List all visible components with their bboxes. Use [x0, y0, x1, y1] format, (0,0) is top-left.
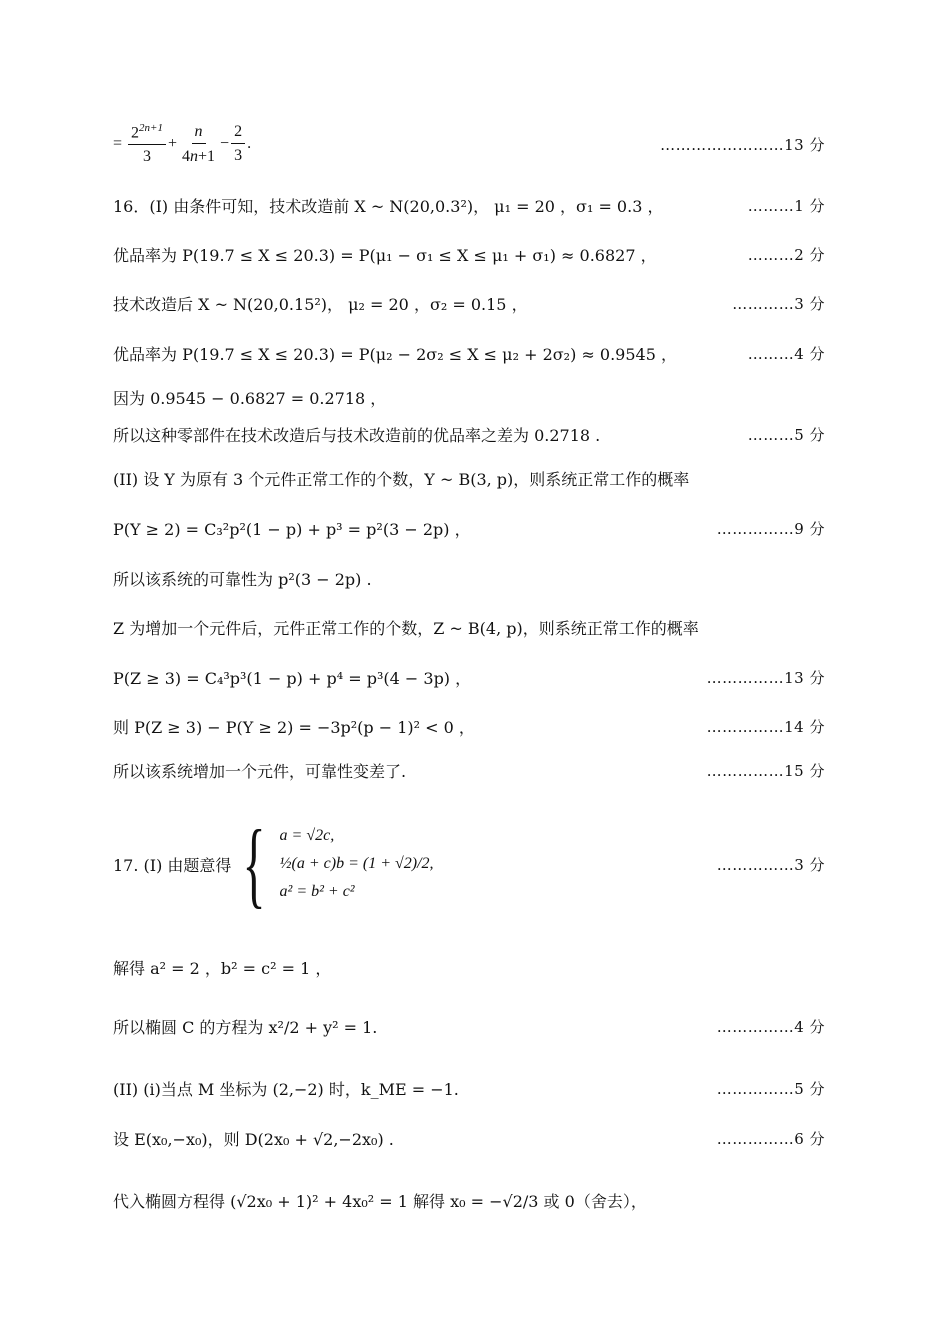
text-line-2: 优品率为 P(19.7 ≤ X ≤ 20.3) = P(μ₁ − σ₁ ≤ X ≤ μ₁ + σ₁) ≈ 0.6827 ， [113, 245, 657, 265]
score-line-1: ………1 分 [747, 196, 825, 215]
score-line-2: ………2 分 [747, 245, 825, 264]
score-line-12: ……………14 分 [706, 717, 825, 736]
line-12 [113, 712, 825, 740]
line-8 [113, 514, 825, 542]
system-eq-2: ½(a + c)b = (1 + √2)/2, [279, 855, 434, 872]
score-line-0: ……………………13 分 [660, 135, 825, 154]
line-2 [113, 241, 825, 267]
score-line-11: ……………13 分 [706, 668, 825, 687]
score-problem-17: ……………3 分 [716, 855, 825, 874]
text-line-1: 16．(I) 由条件可知，技术改造前 X ~ N(20,0.3²)， μ₁ = 20 ，σ₁ = 0.3 ， [113, 196, 664, 216]
text-line-11: P(Z ≥ 3) = C₄³p³(1 − p) + p⁴ = p³(4 − 3p) ， [113, 668, 472, 688]
text-line-9: 所以该系统的可靠性为 p²(3 − 2p) . [113, 569, 372, 589]
line-3 [113, 290, 825, 316]
line-11 [113, 663, 825, 691]
text-line-19: 代入椭圆方程得 (√2x₀ + 1)² + 4x₀² = 1 解得 x₀ = −√2/3 或 0（舍去）， [113, 1191, 647, 1211]
text-line-5: 因为 0.9545 − 0.6827 = 0.2718 ， [113, 388, 387, 408]
score-line-13: ……………15 分 [706, 761, 825, 780]
score-line-8: ……………9 分 [716, 519, 825, 538]
line-0 [113, 120, 825, 168]
line-13 [113, 758, 825, 782]
line-19 [113, 1176, 825, 1224]
line-17 [113, 1074, 825, 1102]
text-line-18: 设 E(x₀,−x₀)，则 D(2x₀ + √2,−2x₀) . [113, 1129, 394, 1149]
line-4 [113, 340, 825, 366]
score-line-3: …………3 分 [732, 294, 825, 313]
line-1 [113, 192, 825, 218]
line-10 [113, 614, 825, 640]
text-line-8: P(Y ≥ 2) = C₃²p²(1 − p) + p³ = p²(3 − 2p) ， [113, 519, 471, 539]
formula-sum: = $\frac{2^{2n+1}}{3}$ + $\frac{n}{4n+1}$ − $\frac{2}{3}$ . [113, 121, 252, 166]
text-line-10: Z 为增加一个元件后，元件正常工作的个数，Z ~ B(4, p)，则系统正常工作的概率 [113, 618, 699, 638]
problem-17-part-1 [113, 800, 825, 928]
score-line-4: ………4 分 [747, 344, 825, 363]
system-eq-1: a = √2c, [279, 827, 335, 844]
score-line-16: ……………4 分 [716, 1017, 825, 1036]
system-eq-3: a² = b² + c² [279, 883, 355, 900]
text-line-4: 优品率为 P(19.7 ≤ X ≤ 20.3) = P(μ₂ − 2σ₂ ≤ X ≤ μ₂ + 2σ₂) ≈ 0.9545 ， [113, 344, 677, 364]
score-line-18: ……………6 分 [716, 1129, 825, 1148]
line-18 [113, 1124, 825, 1152]
text-line-12: 则 P(Z ≥ 3) − P(Y ≥ 2) = −3p²(p − 1)² < 0 ， [113, 717, 475, 737]
line-6 [113, 422, 825, 446]
score-line-6: ………5 分 [747, 425, 825, 444]
line-16 [113, 1004, 825, 1048]
score-line-17: ……………5 分 [716, 1079, 825, 1098]
text-line-15: 解得 a² = 2 ，b² = c² = 1 ， [113, 958, 332, 978]
text-line-6: 所以这种零部件在技术改造后与技术改造前的优品率之差为 0.2718 . [113, 425, 601, 445]
line-9 [113, 564, 825, 592]
line-15 [113, 954, 825, 980]
text-line-17: (II) (i)当点 M 坐标为 (2,−2) 时，k_ME = −1. [113, 1079, 459, 1099]
equation-system [231, 810, 434, 917]
line-7 [113, 465, 825, 491]
text-line-16: 所以椭圆 C 的方程为 x²/2 + y² = 1. [113, 1017, 378, 1037]
text-line-3: 技术改造后 X ~ N(20,0.15²)， μ₂ = 20 ，σ₂ = 0.15 ， [113, 294, 528, 314]
line-5 [113, 385, 825, 409]
problem-17-label: 17. (I) 由题意得 [113, 855, 232, 875]
left-brace-icon: { [242, 810, 266, 917]
text-line-13: 所以该系统增加一个元件，可靠性变差了. [113, 761, 407, 781]
text-line-7: (II) 设 Y 为原有 3 个元件正常工作的个数，Y ~ B(3, p)，则系统正常工作的概率 [113, 469, 690, 489]
